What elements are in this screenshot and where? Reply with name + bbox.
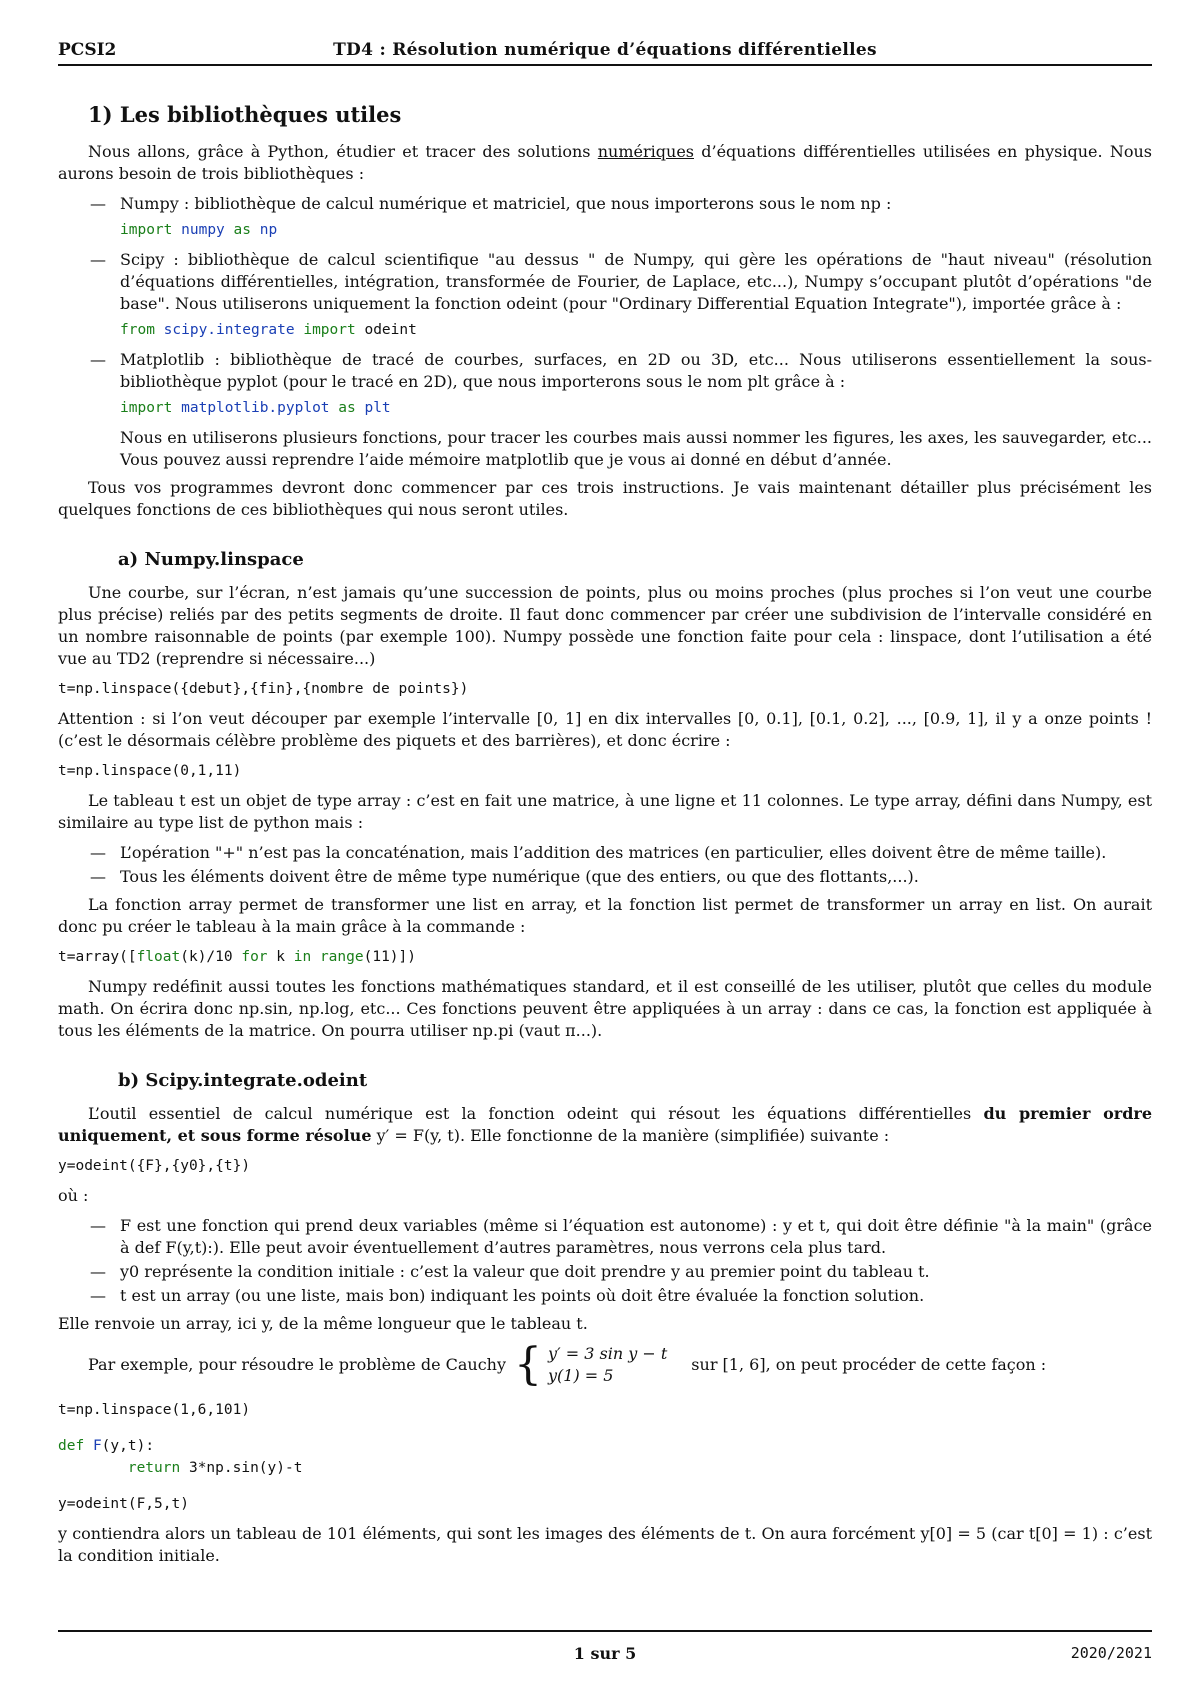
odeint-arg-item: — F est une fonction qui prend deux variables (même si l’équation est autonome) : y et t, qui doit être définie "à la main" (grâce à def F(y,t):). Elle peut avoir éventuellement d’autres paramètres, nous verrons cela plus tard.	[120, 1215, 1152, 1259]
header-title: TD4 : Résolution numérique d’équations différentielles	[333, 40, 877, 60]
section-a-title: a) Numpy.linspace	[118, 549, 304, 570]
code-linspace-syntax: t=np.linspace({debut},{fin},{nombre de points})	[58, 681, 469, 697]
code-cauchy-linspace: t=np.linspace(1,6,101)	[58, 1402, 251, 1418]
array-differences-list	[58, 842, 1152, 888]
code-array-construction: t=array([float(k)/10 for k in range(11)])	[58, 949, 416, 965]
section-1-title: 1) Les bibliothèques utiles	[88, 102, 402, 127]
school-year: 2020/2021	[1070, 1644, 1152, 1662]
library-scipy: — Scipy : bibliothèque de calcul scientifique "au dessus " de Numpy, qui gère les opérations de "haut niveau" (résolution d’équations différentielles, intégration, transformée de Fourier, de Laplace, etc...), Numpy s’occupant plutôt d’opérations "de base". Nous utiliserons uniquement la fonction odeint (pour "Ordinary Differential Equation Integrate"), importée grâce à : from scipy.integrate import odeint	[120, 249, 1152, 341]
library-numpy: — Numpy : bibliothèque de calcul numérique et matriciel, que nous importerons sous le nom np : import numpy as np	[120, 193, 1152, 241]
cauchy-problem	[88, 1339, 1152, 1390]
where-label: où :	[58, 1186, 89, 1205]
code-import-numpy: import numpy as np	[120, 222, 278, 238]
code-import-odeint: from scipy.integrate import odeint	[120, 322, 417, 338]
cauchy-outro: sur [1, 6], on peut procéder de cette façon :	[691, 1355, 1047, 1374]
odeint-arg-item: — y0 représente la condition initiale : c’est la valeur que doit prendre y au premier point du tableau t.	[120, 1261, 1152, 1283]
cauchy-initial-condition: y(1) = 5	[548, 1366, 614, 1385]
code-def-F: def F(y,t): return 3*np.sin(y)-t	[58, 1438, 303, 1476]
matplotlib-note: Nous en utiliserons plusieurs fonctions, pour tracer les courbes mais aussi nommer les figures, les axes, les sauvegarder, etc... Vous pouvez aussi reprendre l’aide mémoire matplotlib que je vous ai donné en début d’année.	[120, 428, 1152, 469]
brace-icon: {	[514, 1339, 543, 1390]
cauchy-intro: Par exemple, pour résoudre le problème de Cauchy	[88, 1355, 507, 1374]
odeint-paragraph: L’outil essentiel de calcul numérique est la fonction odeint qui résout les équations différentielles du premier ordre uniquement, et sous forme résolue y′ = F(y, t). Elle fonctionne de la manière (simplifiée) suivante :	[58, 1104, 1152, 1145]
page-number: 1 sur 5	[573, 1644, 637, 1663]
document-page	[58, 36, 1152, 1663]
array-difference-item: — L’opération "+" n’est pas la concaténation, mais l’addition des matrices (en particulier, elles doivent être de même taille).	[120, 842, 1152, 864]
page-header	[58, 36, 1152, 66]
array-list-paragraph: La fonction array permet de transformer une list en array, et la fonction list permet de transformer un array en list. On aurait donc pu créer le tableau à la main grâce à la commande :	[58, 895, 1152, 936]
numpy-math-paragraph: Numpy redéfinit aussi toutes les fonctions mathématiques standard, et il est conseillé de les utiliser, plutôt que celles du module math. On écrira donc np.sin, np.log, etc... Ces fonctions peuvent être appliquées à un array : dans ce cas, la fonction est appliquée à tous les éléments de la matrice. On pourra utiliser np.pi (vaut π...).	[58, 977, 1152, 1040]
odeint-result-paragraph: y contiendra alors un tableau de 101 éléments, qui sont les images des éléments de t. On aura forcément y[0] = 5 (car t[0] = 1) : c’est la condition initiale.	[58, 1524, 1152, 1565]
cauchy-system	[548, 1343, 667, 1387]
array-difference-item: — Tous les éléments doivent être de même type numérique (que des entiers, ou que des flottants,...).	[120, 866, 1152, 888]
cauchy-equation: y′ = 3 sin y − t	[548, 1344, 668, 1363]
warning-paragraph: Attention : si l’on veut découper par exemple l’intervalle [0, 1] en dix intervalles [0, 0.1], [0.1, 0.2], ..., [0.9, 1], il y a onze points ! (c’est le désormais célèbre problème des piquets et des barrières), et donc écrire :	[58, 709, 1152, 750]
odeint-arg-item: — t est un array (ou une liste, mais bon) indiquant les points où doit être évaluée la fonction solution.	[120, 1285, 1152, 1307]
library-list	[58, 193, 1152, 471]
code-linspace-example: t=np.linspace(0,1,11)	[58, 763, 242, 779]
header-class: PCSI2	[58, 40, 117, 60]
section-1-outro: Tous vos programmes devront donc commencer par ces trois instructions. Je vais maintenant détailler plus précisément les quelques fonctions de ces bibliothèques qui nous seront utiles.	[58, 478, 1152, 519]
section-b-title: b) Scipy.integrate.odeint	[118, 1070, 368, 1091]
linspace-paragraph: Une courbe, sur l’écran, n’est jamais qu’une succession de points, plus ou moins proches (plus proches si l’on veut une courbe plus précise) reliés par des petits segments de droite. Il faut donc commencer par créer une subdivision de l’intervalle considéré en un nombre raisonnable de points (par exemple 100). Numpy possède une fonction faite pour cela : linspace, dont l’utilisation a été vue au TD2 (reprendre si nécessaire...)	[58, 583, 1152, 668]
code-import-pyplot: import matplotlib.pyplot as plt	[120, 400, 391, 416]
section-1-intro: Nous allons, grâce à Python, étudier et tracer des solutions numériques d’équations différentielles utilisées en physique. Nous aurons besoin de trois bibliothèques :	[58, 142, 1152, 183]
page-footer	[58, 1630, 1152, 1662]
code-odeint-call: y=odeint(F,5,t)	[58, 1496, 189, 1512]
array-paragraph: Le tableau t est un objet de type array : c’est en fait une matrice, à une ligne et 11 colonnes. Le type array, défini dans Numpy, est similaire au type list de python mais :	[58, 791, 1152, 832]
code-odeint-syntax: y=odeint({F},{y0},{t})	[58, 1158, 251, 1174]
odeint-args-list	[58, 1215, 1152, 1307]
odeint-return-paragraph: Elle renvoie un array, ici y, de la même longueur que le tableau t.	[58, 1314, 588, 1333]
library-matplotlib: — Matplotlib : bibliothèque de tracé de courbes, surfaces, en 2D ou 3D, etc... Nous utiliserons essentiellement la sous-bibliothèque pyplot (pour le tracé en 2D), que nous importerons sous le nom plt grâce à : import matplotlib.pyplot as plt Nous en utiliserons plusieurs fonctions, pour tracer les courbes mais aussi nommer les figures, les axes, les sauvegarder, etc... Vous pouvez aussi reprendre l’aide mémoire matplotlib que je vous ai donné en début d’année.	[120, 349, 1152, 471]
